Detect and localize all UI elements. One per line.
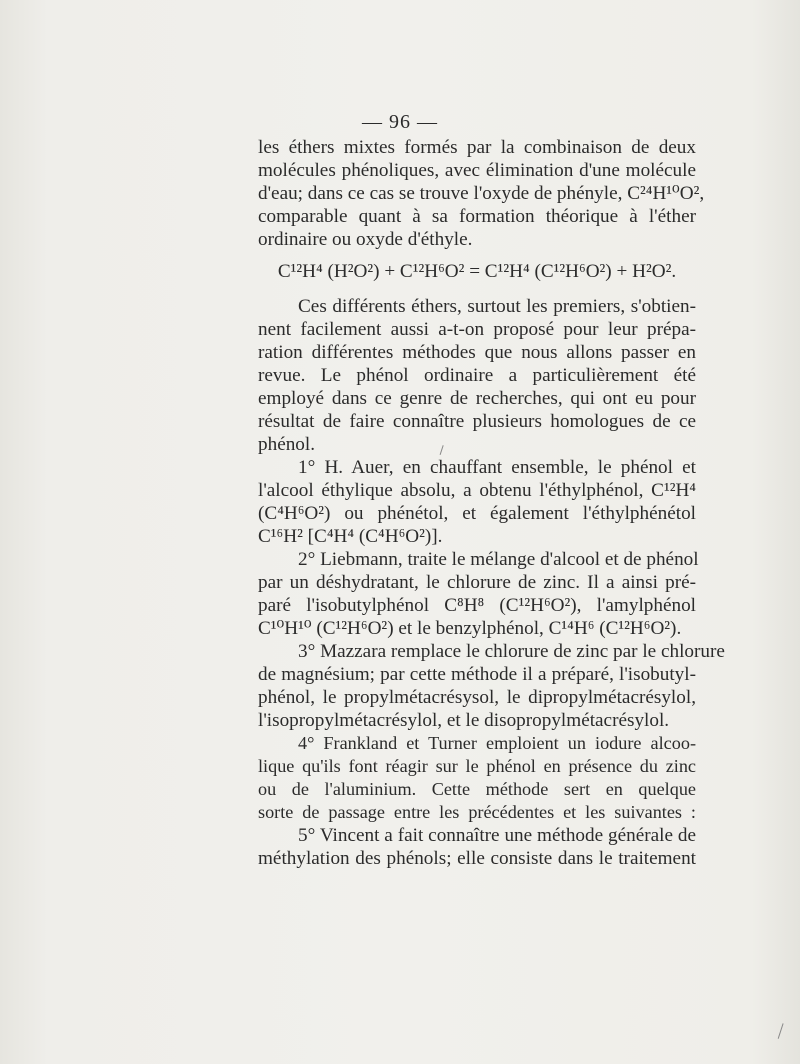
page-number: — 96 — xyxy=(362,111,438,133)
text-line: paré l'isobutylphénol C⁸H⁸ (C¹²H⁶O²), l'amylphénol xyxy=(258,595,696,616)
text-line: sorte de passage entre les précédentes et les suivantes : xyxy=(258,802,696,822)
text-line: l'alcool éthylique absolu, a obtenu l'éthylphénol, C¹²H⁴ xyxy=(258,480,696,501)
text-line: lique qu'ils font réagir sur le phénol en présence du zinc xyxy=(258,756,696,776)
text-line: ordinaire ou oxyde d'éthyle. xyxy=(258,229,473,250)
text-line: 3° Mazzara remplace le chlorure de zinc par le chlorure xyxy=(298,641,725,662)
body-text xyxy=(258,136,725,870)
text-line: par un déshydratant, le chlorure de zinc. Il a ainsi pré- xyxy=(258,572,696,593)
text-line: les éthers mixtes formés par la combinaison de deux xyxy=(258,137,696,158)
text-line: C¹⁰H¹⁰ (C¹²H⁶O²) et le benzylphénol, C¹⁴H⁶ (C¹²H⁶O²). xyxy=(258,618,682,639)
text-line: 5° Vincent a fait connaître une méthode générale de xyxy=(298,825,696,846)
text-line: nent facilement aussi a-t-on proposé pour leur prépa- xyxy=(258,319,696,340)
chemical-formula: C¹²H⁴ (H²O²) + C¹²H⁶O² = C¹²H⁴ (C¹²H⁶O²) + H²O². xyxy=(277,261,677,282)
text-line: résultat de faire connaître plusieurs homologues de ce xyxy=(258,411,696,432)
text-line: d'eau; dans ce cas se trouve l'oxyde de phényle, C²⁴H¹⁰O², xyxy=(258,183,705,204)
text-line: comparable quant à sa formation théorique à l'éther xyxy=(258,206,696,227)
text-line: employé dans ce genre de recherches, qui ont eu pour xyxy=(258,388,696,409)
text-line: 2° Liebmann, traite le mélange d'alcool et de phénol xyxy=(298,549,699,570)
text-line: (C⁴H⁶O²) ou phénétol, et également l'éthylphénétol xyxy=(258,503,696,524)
text-line: l'isopropylmétacrésylol, et le disopropylmétacrésylol. xyxy=(258,710,670,731)
text-line: méthylation des phénols; elle consiste dans le traitement xyxy=(258,848,696,869)
text-line: molécules phénoliques, avec élimination d'une molécule xyxy=(258,160,696,181)
text-line: C¹⁶H² [C⁴H⁴ (C⁴H⁶O²)]. xyxy=(258,526,443,547)
pencil-mark xyxy=(778,1023,790,1040)
text-line: de magnésium; par cette méthode il a préparé, l'isobutyl- xyxy=(258,664,696,685)
text-line: ration différentes méthodes que nous allons passer en xyxy=(258,342,696,363)
text-line: revue. Le phénol ordinaire a particulièrement été xyxy=(258,365,696,386)
text-line: phénol, le propylmétacrésysol, le dipropylmétacrésylol, xyxy=(258,687,696,708)
text-line: 4° Frankland et Turner emploient un iodure alcoo- xyxy=(298,733,696,753)
text-line: 1° H. Auer, en chauffant ensemble, le phénol et xyxy=(298,457,696,478)
text-line: Ces différents éthers, surtout les premiers, s'obtien- xyxy=(298,296,696,317)
text-line: ou de l'aluminium. Cette méthode sert en quelque xyxy=(258,779,696,799)
text-line: phénol. xyxy=(258,434,316,455)
